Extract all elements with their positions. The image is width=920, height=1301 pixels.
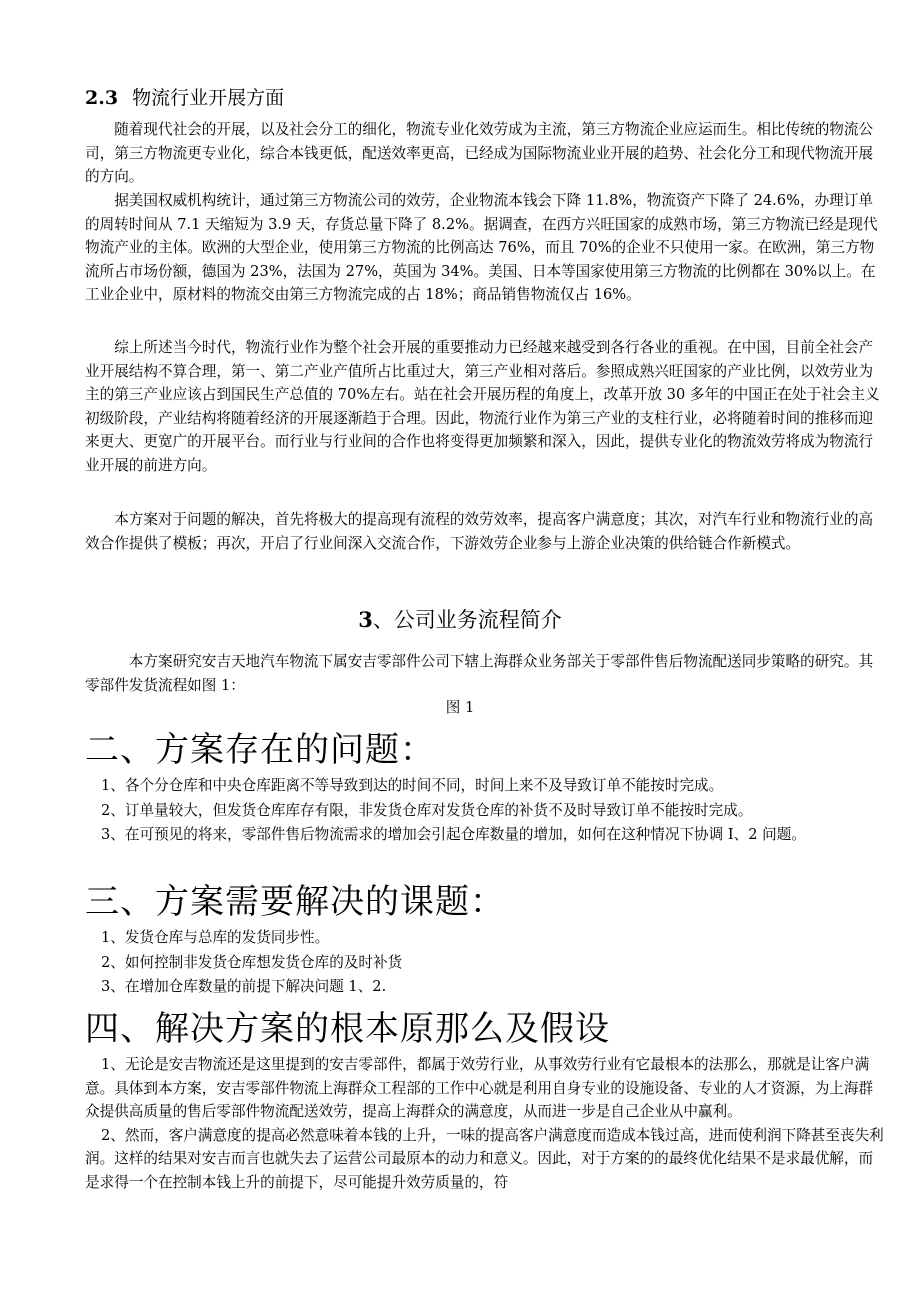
list-item: 3、在可预见的将来，零部件售后物流需求的增加会引起仓库数量的增加，如何在这种情况下协调 I、2 问题。 [101, 826, 806, 843]
problems-list [85, 774, 885, 848]
section-title-text: 物流行业开展方面 [132, 87, 285, 109]
section-3-title [0, 604, 920, 636]
list-item: 3、在增加仓库数量的前提下解决问题 1、2. [101, 978, 387, 995]
topics-heading: 三、方案需要解决的课题： [85, 882, 505, 922]
paragraph: 综上所述当今时代，物流行业作为整个社会开展的重要推动力已经越来越受到各行各业的重视。在中国，目前全社会产业开展结构不算合理，第一、第二产业产值所占比重过大，第三产业相对落后。参照成熟兴旺国家的产业比例，以效劳业为主的第三产业应该占到国民生产总值的 70%左右。站在社会开展历程的角度上，改革开放 30 多年的中国正在处于社会主义初级阶段，产业结构将随着经济的开展逐渐趋于合理。因此，物流行业作为第三产业的支柱行业，必将随着时间的推移而迎来更大、更宽广的开展平台。而行业与行业间的合作也将变得更加频繁和深入，因此，提供专业化的物流效劳将成为物流行业开展的前进方向。 [85, 339, 880, 474]
principles-heading: 四、解决方案的根本原那么及假设 [85, 1009, 610, 1049]
paragraph: 本方案对于问题的解决，首先将极大的提高现有流程的效劳效率，提高客户满意度；其次，对汽车行业和物流行业的高效合作提供了模板；再次，开启了行业间深入交流合作，下游效劳企业参与上游企业决策的供给链合作新模式。 [85, 511, 874, 552]
problems-heading: 二、方案存在的问题： [85, 730, 435, 770]
paragraph: 据美国权威机构统计，通过第三方物流公司的效劳，企业物流本钱会下降 11.8%，物流资产下降了 24.6%，办理订单的周转时间从 7.1 天缩短为 3.9 天，存货总量下降了 8.2%。据调查，在西方兴旺国家的成熟市场，第三方物流已经是现代物流产业的主体。欧洲的大型企业，使用第三方物流的比例高达 76%，而且 70%的企业不只使用一家。在欧洲，第三方物流所占市场份额，德国为 23%，法国为 27%，英国为 34%。美国、日本等国家使用第三方物流的比例都在 30%以上。在工业企业中，原材料的物流交由第三方物流完成的占 18%；商品销售物流仅占 16%。 [85, 192, 878, 303]
paragraph: 本方案研究安吉天地汽车物流下属安吉零部件公司下辖上海群众业务部关于零部件售后物流配送同步策略的研究。其零部件发货流程如图 1： [85, 653, 874, 694]
section-number: 3 [358, 607, 373, 632]
topics-list [85, 926, 885, 1000]
principles-list [85, 1053, 885, 1194]
list-item: 2、然而，客户满意度的提高必然意味着本钱的上升，一味的提高客户满意度而造成本钱过高，进而使利润下降甚至丧失利润。这样的结果对安吉而言也就失去了运营公司最原本的动力和意义。因此，对于方案的的最终优化结果不是求最优解，而是求得一个在控制本钱上升的前提下，尽可能提升效劳质量的，符 [85, 1126, 884, 1191]
section-number: 2.3 [85, 87, 119, 109]
section-title-text: 、公司业务流程简介 [372, 608, 562, 632]
section-2-3-title [85, 84, 284, 112]
list-item: 2、订单量较大，但发货仓库库存有限，非发货仓库对发货仓库的补货不及时导致订单不能按时完成。 [101, 801, 753, 819]
list-item: 2、如何控制非发货仓库想发货仓库的及时补货 [101, 953, 403, 971]
list-item: 1、发货仓库与总库的发货同步性。 [101, 929, 330, 946]
list-item: 1、无论是安吉物流还是这里提到的安吉零部件，都属于效劳行业，从事效劳行业有它最根本的法那么，那就是让客户满意。具体到本方案，安吉零部件物流上海群众工程部的工作中心就是利用自身专业的设施设备、专业的人才资源，为上海群众提供高质量的售后零部件物流配送效劳，提高上海群众的满意度，从而进一步是自己企业从中赢利。 [85, 1056, 874, 1120]
figure-caption: 图 1 [445, 699, 475, 716]
paragraph: 随着现代社会的开展，以及社会分工的细化，物流专业化效劳成为主流，第三方物流企业应运而生。相比传统的物流公司，第三方物流更专业化，综合本钱更低，配送效率更高，已经成为国际物流业业开展的趋势、社会化分工和现代物流开展的方向。 [85, 121, 874, 185]
list-item: 1、各个分仓库和中央仓库距离不等导致到达的时间不同，时间上来不及导致订单不能按时完成。 [101, 777, 724, 794]
